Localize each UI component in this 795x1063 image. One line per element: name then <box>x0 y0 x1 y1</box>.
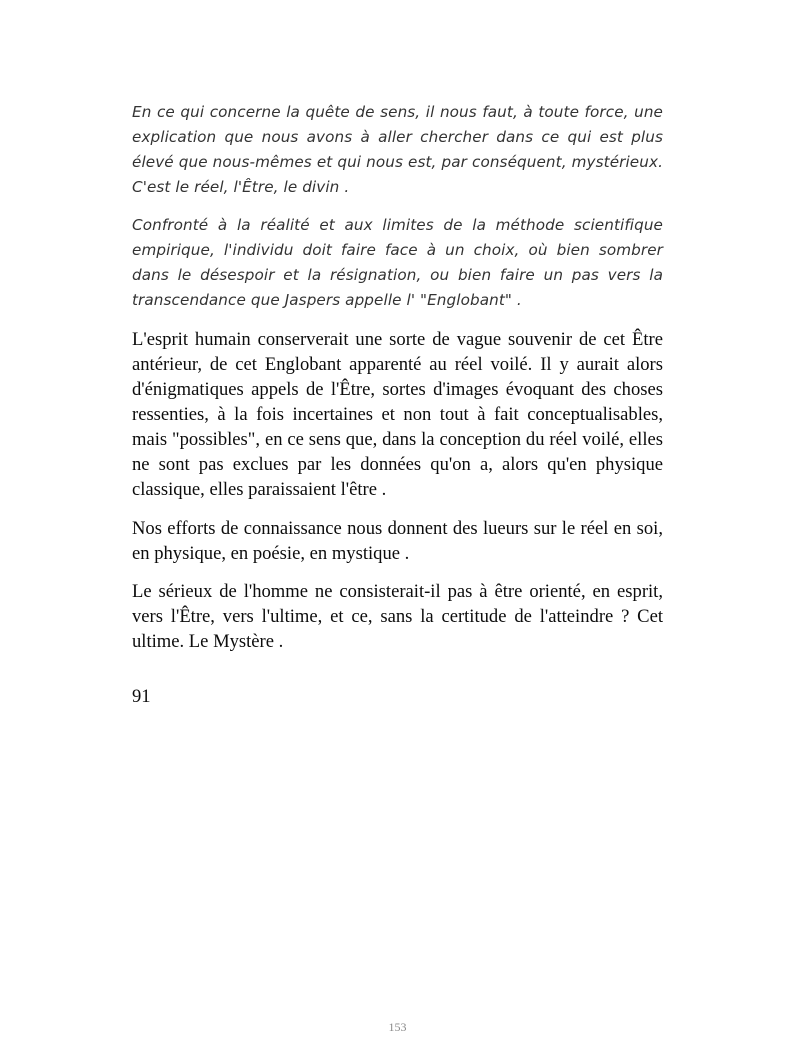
body-paragraph-3: Le sérieux de l'homme ne consisterait-il pas à être orienté, en esprit, vers l'Être, vers l'ultime, et ce, sans la certitude de l'atteindre ? Cet ultime. Le Mystère . <box>132 581 663 652</box>
section-number: 91 <box>132 686 151 707</box>
body-paragraph-1: L'esprit humain conserverait une sorte de vague souvenir de cet Être antérieur, de cet Englobant apparenté au réel voilé. Il y aurait alors d'énigmatiques appels de l'Être, sortes d'images évoquant des choses ressenties, à la fois incertaines et non tout à fait conceptualisables, mais "possibles", en ce sens que, dans la conception du réel voilé, elles ne sont pas exclues par les données qu'on a, alors qu'en physique classique, elles paraissaient l'être . <box>132 329 663 500</box>
page-number: 153 <box>388 1020 407 1034</box>
body-paragraph-2: Nos efforts de connaissance nous donnent des lueurs sur le réel en soi, en physique, en poésie, en mystique . <box>132 518 663 564</box>
italic-quote-paragraph-2: Confronté à la réalité et aux limites de la méthode scientifique empirique, l'individu doit faire face à un choix, où bien sombrer dans le désespoir et la résignation, ou bien faire un pas vers la transcendance que Jaspers appelle l' "Englobant" . <box>132 216 663 309</box>
italic-quote-paragraph-1: En ce qui concerne la quête de sens, il nous faut, à toute force, une explication que nous avons à aller chercher dans ce qui est plus élevé que nous-mêmes et qui nous est, par conséquent, mystérieux. C'est le réel, l'Être, le divin . <box>132 103 663 196</box>
